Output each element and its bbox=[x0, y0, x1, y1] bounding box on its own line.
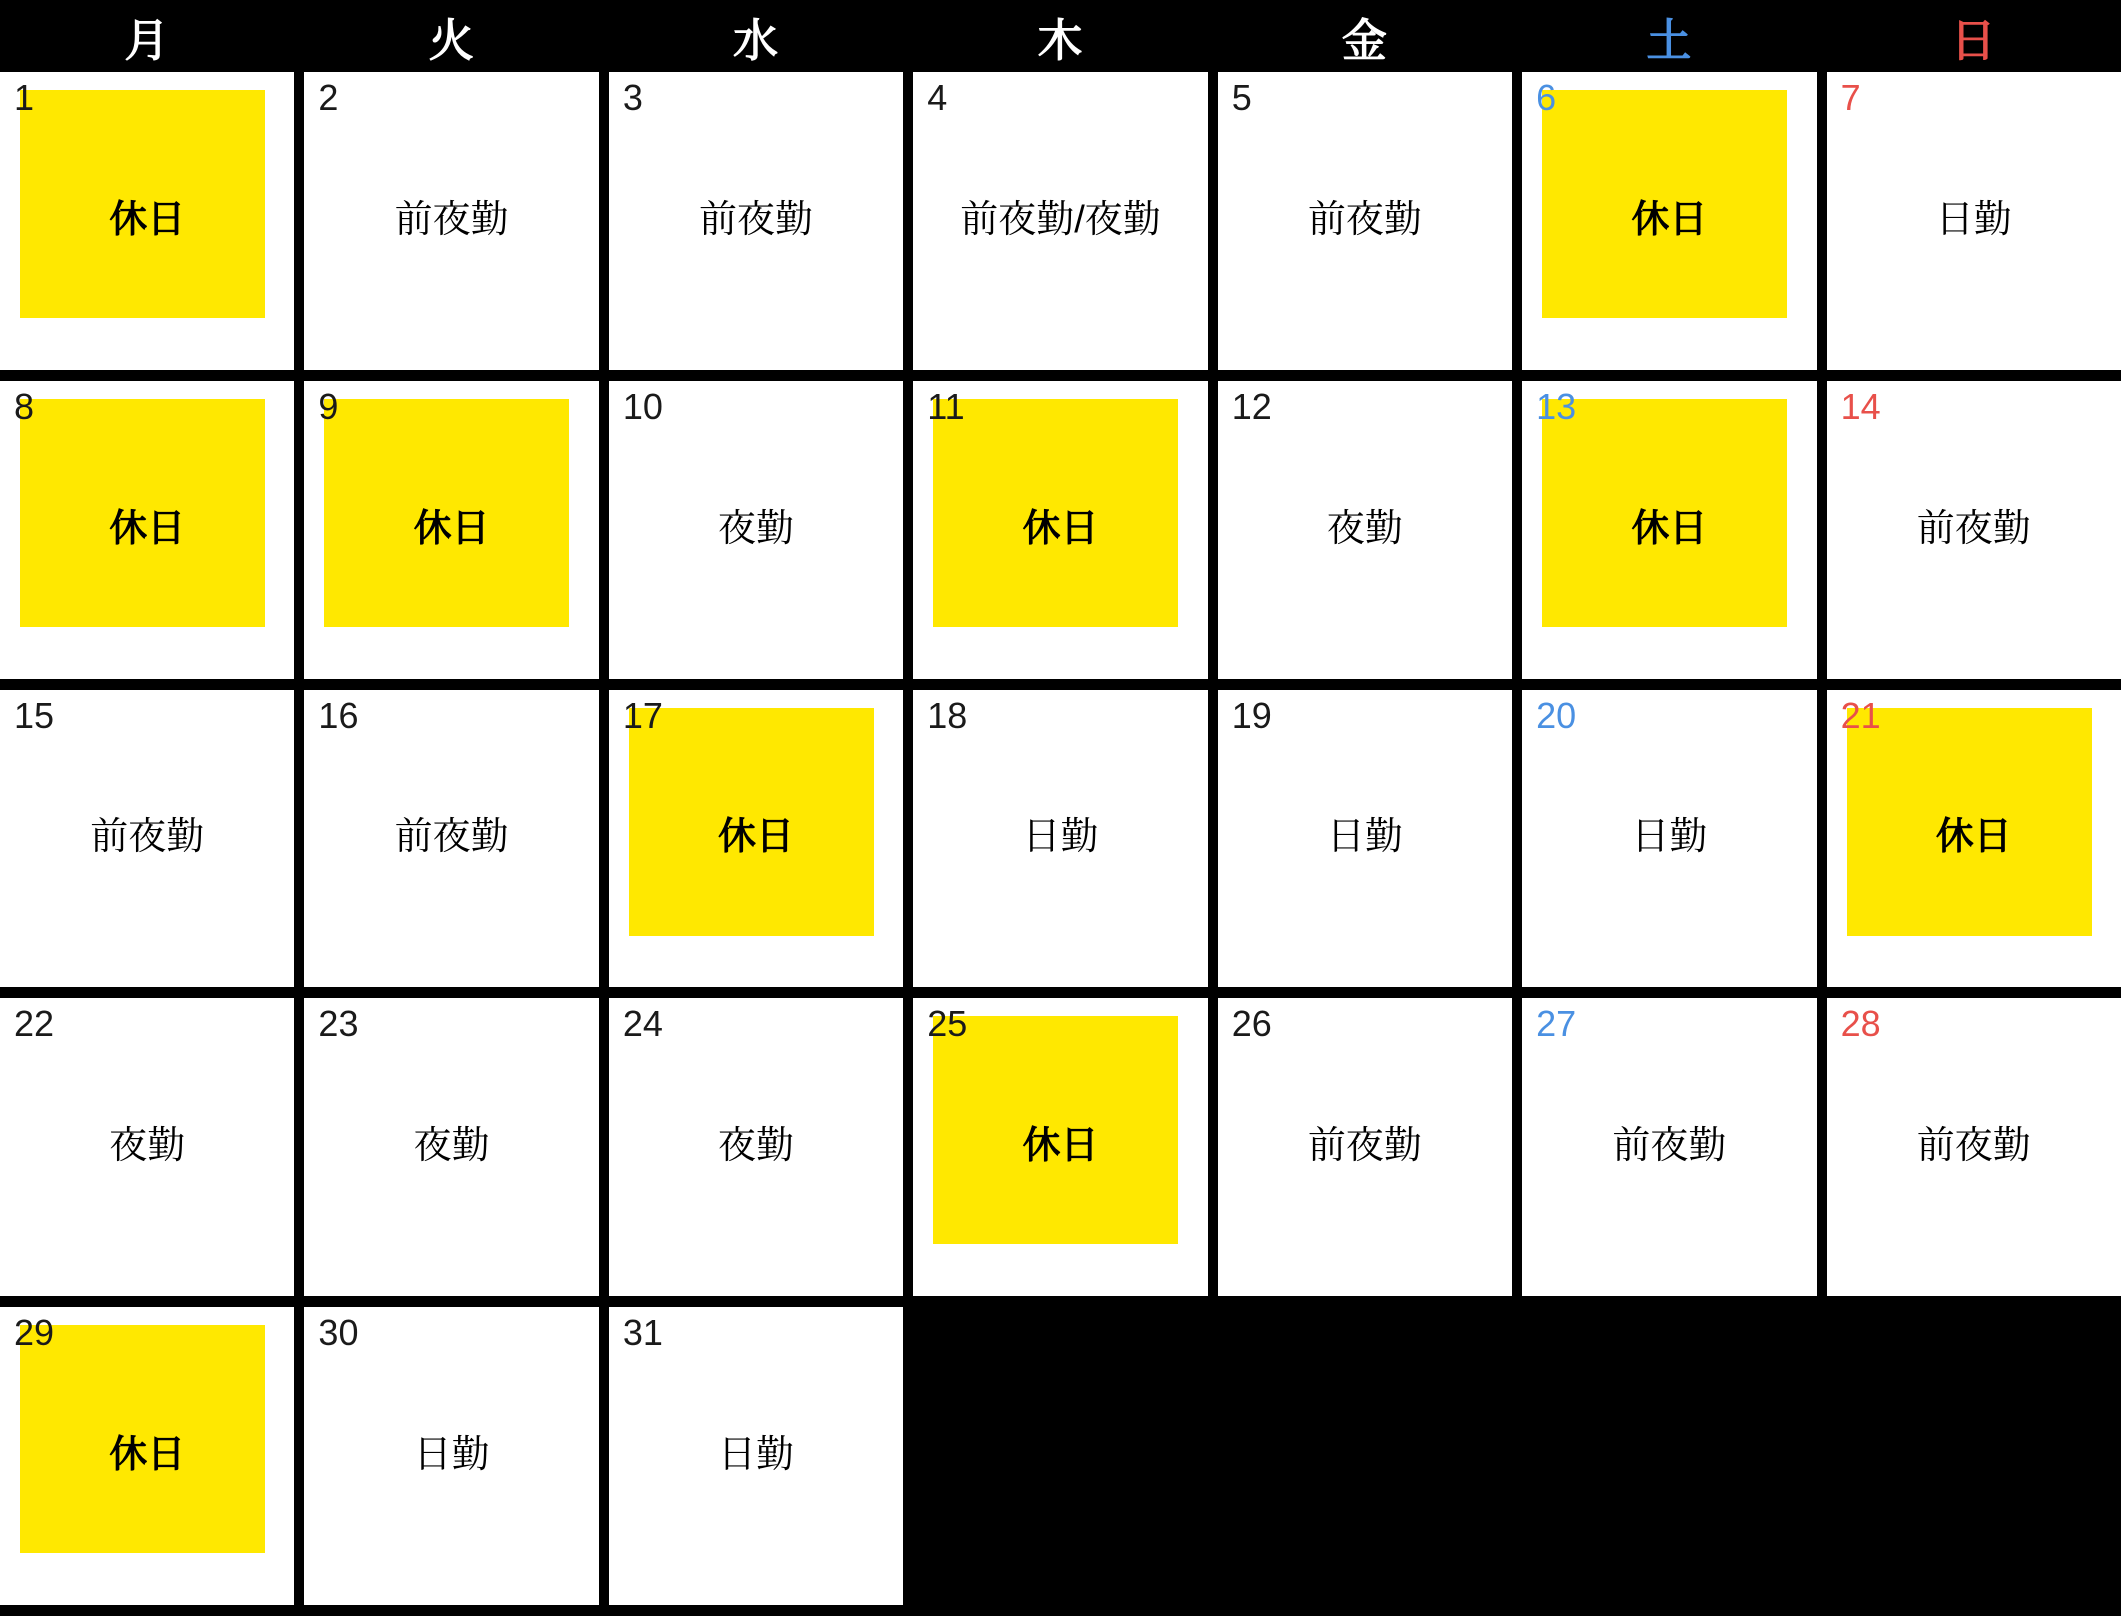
shift-label: 日勤 bbox=[1935, 198, 2012, 241]
day-number: 22 bbox=[14, 1003, 55, 1045]
day-number: 5 bbox=[1231, 77, 1252, 118]
day-cell[interactable] bbox=[0, 998, 294, 1296]
day-cell[interactable] bbox=[1218, 998, 1512, 1296]
day-number: 31 bbox=[622, 1312, 663, 1354]
shift-label: 前夜勤 bbox=[699, 198, 814, 241]
shift-label: 休日 bbox=[109, 507, 186, 550]
day-cell[interactable] bbox=[609, 72, 903, 370]
weekday-header-row bbox=[0, 0, 2121, 72]
day-cell[interactable] bbox=[304, 381, 598, 679]
day-number: 1 bbox=[14, 77, 35, 118]
shift-label: 日勤 bbox=[413, 1434, 490, 1477]
weekday-header-5: 土 bbox=[1646, 14, 1693, 66]
day-number: 4 bbox=[927, 77, 948, 118]
day-cell[interactable] bbox=[304, 72, 598, 370]
shift-label: 休日 bbox=[1935, 816, 2012, 859]
day-cell[interactable] bbox=[1827, 72, 2121, 370]
shift-label: 前夜勤 bbox=[1612, 1125, 1727, 1168]
calendar-week-row bbox=[0, 381, 2121, 679]
day-number: 11 bbox=[927, 385, 965, 427]
day-cell[interactable] bbox=[0, 72, 294, 370]
day-number: 10 bbox=[622, 385, 663, 427]
day-number: 16 bbox=[318, 694, 359, 736]
shift-label: 休日 bbox=[718, 816, 795, 859]
day-number: 23 bbox=[318, 1003, 359, 1045]
shift-label: 夜勤 bbox=[718, 1125, 795, 1168]
calendar-week-row bbox=[0, 72, 2121, 370]
day-cell[interactable] bbox=[913, 381, 1207, 679]
shift-label: 前夜勤 bbox=[394, 198, 509, 241]
day-cell[interactable] bbox=[913, 998, 1207, 1296]
day-cell[interactable] bbox=[913, 690, 1207, 988]
shift-label: 夜勤 bbox=[718, 507, 795, 550]
day-number: 24 bbox=[622, 1003, 663, 1045]
shift-label: 休日 bbox=[1631, 198, 1708, 241]
shift-label: 休日 bbox=[1022, 507, 1099, 550]
day-number: 7 bbox=[1840, 77, 1861, 118]
shift-label: 前夜勤 bbox=[90, 816, 205, 859]
day-cell[interactable] bbox=[609, 998, 903, 1296]
calendar-week-row bbox=[0, 690, 2121, 988]
day-cell[interactable] bbox=[304, 690, 598, 988]
weekday-header-6: 日 bbox=[1950, 14, 1997, 66]
day-number: 3 bbox=[622, 77, 643, 118]
shift-label: 日勤 bbox=[718, 1434, 795, 1477]
empty-cell bbox=[1827, 1307, 2121, 1605]
day-cell[interactable] bbox=[1522, 381, 1816, 679]
day-cell[interactable] bbox=[1218, 381, 1512, 679]
day-cell[interactable] bbox=[304, 998, 598, 1296]
shift-label: 前夜勤 bbox=[1307, 1125, 1422, 1168]
shift-label: 夜勤 bbox=[413, 1125, 490, 1168]
shift-label: 夜勤 bbox=[1326, 507, 1403, 550]
shift-label: 前夜勤/夜勤 bbox=[960, 198, 1161, 241]
day-number: 20 bbox=[1536, 694, 1577, 736]
weekday-header-2: 水 bbox=[733, 14, 780, 66]
day-cell[interactable] bbox=[1827, 998, 2121, 1296]
day-number: 21 bbox=[1840, 694, 1881, 736]
day-cell[interactable] bbox=[609, 690, 903, 988]
day-number: 13 bbox=[1536, 385, 1577, 427]
weekday-header-0: 月 bbox=[124, 14, 171, 66]
shift-label: 休日 bbox=[109, 198, 186, 241]
day-cell[interactable] bbox=[609, 1307, 903, 1605]
day-number: 14 bbox=[1840, 385, 1881, 427]
day-cell[interactable] bbox=[913, 72, 1207, 370]
day-number: 15 bbox=[14, 694, 55, 736]
day-number: 2 bbox=[318, 77, 339, 118]
day-number: 12 bbox=[1231, 385, 1272, 427]
day-cell[interactable] bbox=[0, 1307, 294, 1605]
day-number: 18 bbox=[927, 694, 968, 736]
shift-label: 前夜勤 bbox=[1916, 507, 2031, 550]
day-cell[interactable] bbox=[1522, 998, 1816, 1296]
day-cell[interactable] bbox=[1522, 690, 1816, 988]
shift-label: 前夜勤 bbox=[394, 816, 509, 859]
weekday-header-3: 木 bbox=[1037, 14, 1084, 66]
shift-label: 休日 bbox=[413, 507, 490, 550]
calendar-weeks bbox=[0, 72, 2121, 1616]
shift-label: 前夜勤 bbox=[1916, 1125, 2031, 1168]
day-number: 9 bbox=[318, 385, 339, 427]
empty-cell bbox=[1522, 1307, 1816, 1605]
shift-label: 休日 bbox=[1022, 1125, 1099, 1168]
shift-label: 休日 bbox=[109, 1434, 186, 1477]
shift-label: 夜勤 bbox=[109, 1125, 186, 1168]
day-number: 26 bbox=[1231, 1003, 1272, 1045]
day-cell[interactable] bbox=[1522, 72, 1816, 370]
day-cell[interactable] bbox=[0, 690, 294, 988]
day-number: 8 bbox=[14, 385, 35, 427]
weekday-header-1: 火 bbox=[428, 14, 475, 66]
calendar-week-row bbox=[0, 998, 2121, 1296]
shift-label: 日勤 bbox=[1022, 816, 1099, 859]
shift-label: 休日 bbox=[1631, 507, 1708, 550]
day-cell[interactable] bbox=[1827, 381, 2121, 679]
day-number: 6 bbox=[1536, 77, 1557, 118]
day-cell[interactable] bbox=[1218, 690, 1512, 988]
day-number: 30 bbox=[318, 1312, 359, 1354]
shift-label: 前夜勤 bbox=[1307, 198, 1422, 241]
day-number: 29 bbox=[14, 1312, 55, 1354]
day-number: 28 bbox=[1840, 1003, 1881, 1045]
day-cell[interactable] bbox=[0, 381, 294, 679]
calendar-week-row bbox=[0, 1307, 2121, 1605]
empty-cell bbox=[1218, 1307, 1512, 1605]
day-number: 27 bbox=[1536, 1003, 1577, 1045]
day-number: 25 bbox=[927, 1003, 968, 1045]
day-number: 17 bbox=[622, 694, 663, 736]
day-cell[interactable] bbox=[1218, 72, 1512, 370]
weekday-header-4: 金 bbox=[1341, 14, 1388, 66]
day-cell[interactable] bbox=[609, 381, 903, 679]
day-number: 19 bbox=[1231, 694, 1272, 736]
day-cell[interactable] bbox=[304, 1307, 598, 1605]
shift-label: 日勤 bbox=[1631, 816, 1708, 859]
day-cell[interactable] bbox=[1827, 690, 2121, 988]
empty-cell bbox=[913, 1307, 1207, 1605]
shift-label: 日勤 bbox=[1326, 816, 1403, 859]
